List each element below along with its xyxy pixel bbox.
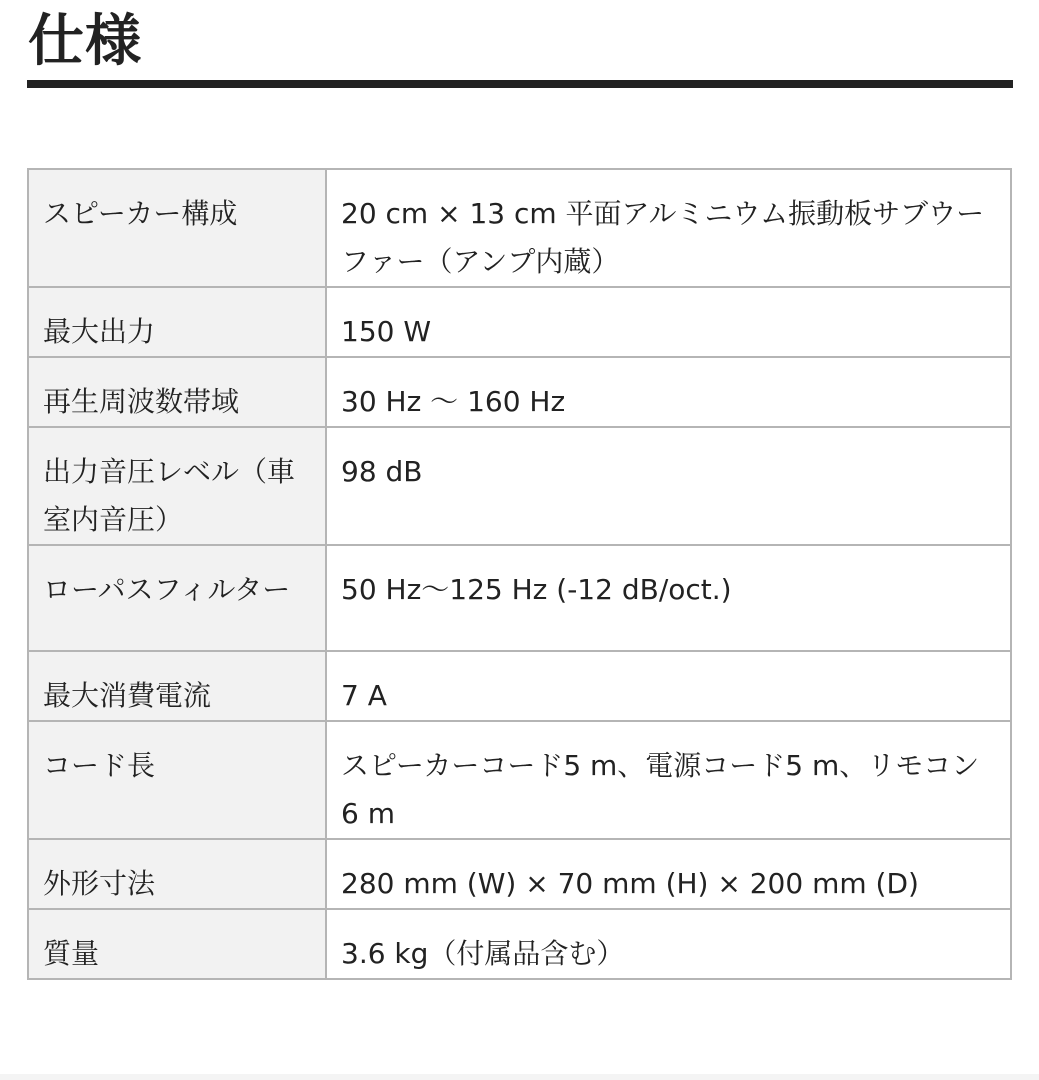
page-title: 仕様: [28, 9, 142, 74]
spec-value: 150 W: [326, 287, 1011, 357]
spec-value: 98 dB: [326, 427, 1011, 545]
spec-table: [27, 168, 1012, 980]
spec-label: 質量: [28, 909, 326, 979]
spec-row-sound-pressure: [28, 427, 1011, 545]
spec-row-frequency-range: [28, 357, 1011, 427]
spec-label: 最大出力: [28, 287, 326, 357]
spec-label: ローパスフィルター: [28, 545, 326, 651]
spec-value: 3.6 kg（付属品含む）: [326, 909, 1011, 979]
spec-value: 50 Hz〜125 Hz (-12 dB/oct.): [326, 545, 1011, 651]
spec-row-dimensions: [28, 839, 1011, 909]
spec-value: 7 A: [326, 651, 1011, 721]
spec-label: 出力音圧レベル（車室内音圧）: [28, 427, 326, 545]
spec-label: 最大消費電流: [28, 651, 326, 721]
spec-label: コード長: [28, 721, 326, 839]
spec-row-cord-length: [28, 721, 1011, 839]
spec-row-max-output: [28, 287, 1011, 357]
spec-value: 280 mm (W) × 70 mm (H) × 200 mm (D): [326, 839, 1011, 909]
spec-row-max-current: [28, 651, 1011, 721]
spec-value: 30 Hz 〜 160 Hz: [326, 357, 1011, 427]
page-bottom-edge: [0, 1074, 1039, 1080]
spec-row-speaker-config: [28, 169, 1011, 287]
spec-label: 再生周波数帯域: [28, 357, 326, 427]
spec-row-weight: [28, 909, 1011, 979]
spec-row-lowpass-filter: [28, 545, 1011, 651]
title-underline: [27, 80, 1013, 88]
spec-label: スピーカー構成: [28, 169, 326, 287]
spec-value: スピーカーコード5 m、電源コード5 m、リモコン 6 m: [326, 721, 1011, 839]
spec-value: 20 cm × 13 cm 平面アルミニウム振動板サブウーファー（アンプ内蔵）: [326, 169, 1011, 287]
spec-label: 外形寸法: [28, 839, 326, 909]
